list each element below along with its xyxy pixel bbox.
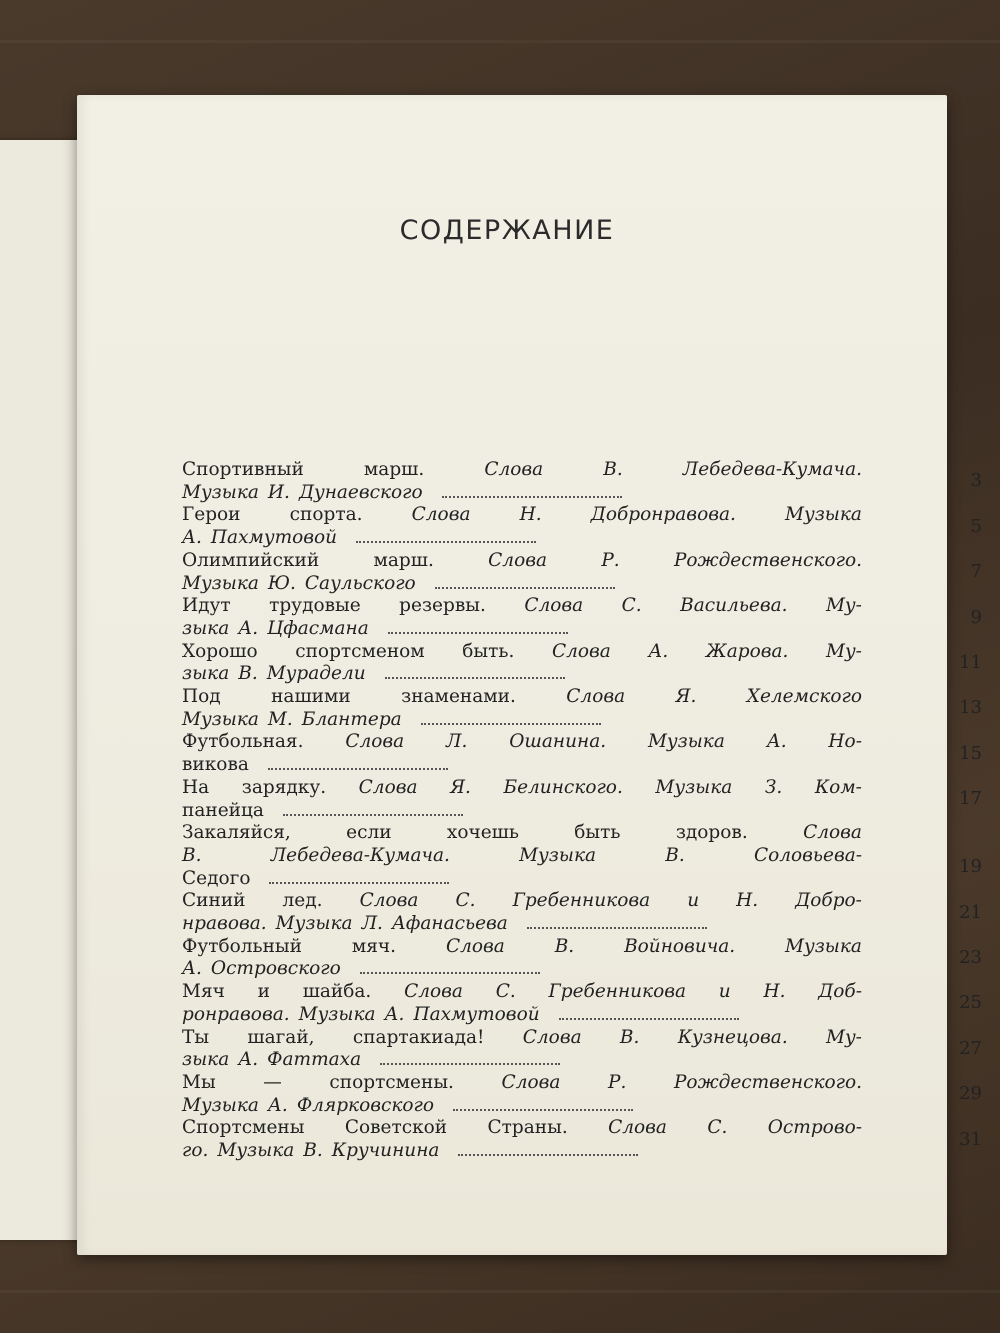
toc-line: зыка А. Фаттаха [182,1049,862,1071]
toc-line: Олимпийский марш. Слова Р. Рождественского. [182,549,862,571]
toc-line: Седого [182,868,862,890]
toc-line: А. Островского [182,958,862,980]
toc-line: Мы — спортсмены. Слова Р. Рождественского. [182,1071,862,1093]
dot-leader [453,1095,633,1111]
toc-line: На зарядку. Слова Я. Белинского. Музыка З. Ком- [182,776,862,798]
toc-page-number: 3 [970,470,982,492]
toc-page-number: 21 [959,901,982,923]
toc-line: панейца [182,800,862,822]
toc-page-number: 11 [959,651,982,673]
dot-leader [388,618,568,634]
toc-line: Музыка М. Блантера [182,709,862,731]
toc-line: Футбольный мяч. Слова В. Войновича. Музыка [182,935,862,957]
dot-leader [559,1004,739,1020]
toc-line: Ты шагай, спартакиада! Слова В. Кузнецова. Му- [182,1026,862,1048]
toc-line: Музыка И. Дунаевского [182,482,862,504]
toc-line: Под нашими знаменами. Слова Я. Хелемского [182,686,862,707]
toc-page-number: 27 [959,1037,982,1059]
toc-page-number: 15 [959,742,982,764]
toc-line: Хорошо спортсменом быть. Слова А. Жарова. Му- [182,640,862,662]
toc-page-number: 29 [959,1083,982,1105]
toc-line: Синий лед. Слова С. Гребенникова и Н. Добро- [182,890,862,912]
dot-leader [283,800,463,816]
toc-line: Закаляйся, если хочешь быть здоров. Слова [182,822,862,844]
toc-line: го. Музыка В. Кручинина [182,1140,862,1162]
dot-leader [442,482,622,498]
dot-leader [269,868,449,884]
toc-page-number: 7 [970,561,982,583]
toc-page-number: 13 [959,697,982,719]
toc-page-number: 19 [959,856,982,878]
dot-leader [268,754,448,770]
toc-page-number: 23 [959,947,982,969]
dot-leader [527,913,707,929]
toc-line: Мяч и шайба. Слова С. Гребенникова и Н. Доб- [182,981,862,1003]
toc-line: викова [182,754,862,776]
toc-line: нравова. Музыка Л. Афанасьева [182,913,862,935]
book-page [77,95,982,1255]
wood-grain [0,40,1000,43]
toc-line: Спортивный марш. Слова В. Лебедева-Кумача. [182,459,862,480]
toc-line: Идут трудовые резервы. Слова С. Васильева. Му- [182,595,862,617]
toc-page-number: 31 [959,1128,982,1150]
toc-page-number: 5 [970,515,982,537]
toc-line: Футбольная. Слова Л. Ошанина. Музыка А. Но- [182,731,862,753]
toc-line: Герои спорта. Слова Н. Добронравова. Музыка [182,504,862,526]
toc-line: зыка В. Мурадели [182,663,862,685]
dot-leader [356,527,536,543]
toc-line: В. Лебедева-Кумача. Музыка В. Соловьева- [182,844,862,866]
toc-line: А. Пахмутовой [182,527,862,549]
dot-leader [458,1140,638,1156]
wood-grain [0,1290,1000,1293]
dot-leader [435,573,615,589]
toc-line: Музыка Ю. Саульского [182,573,862,595]
toc-page-number: 17 [959,788,982,810]
dot-leader [380,1049,560,1065]
dot-leader [421,709,601,725]
toc-line: Спортсмены Советской Страны. Слова С. Острово- [182,1117,862,1139]
toc-line: Музыка А. Флярковского [182,1095,862,1117]
facing-page-edge [0,140,80,1240]
dot-leader [360,958,540,974]
toc-page-number: 25 [959,992,982,1014]
page-title: СОДЕРЖАНИЕ [399,215,615,246]
dot-leader [385,663,565,679]
toc-line: зыка А. Цфасмана [182,618,862,640]
toc-page-number: 9 [970,606,982,628]
toc-line: ронравова. Музыка А. Пахмутовой [182,1004,862,1026]
